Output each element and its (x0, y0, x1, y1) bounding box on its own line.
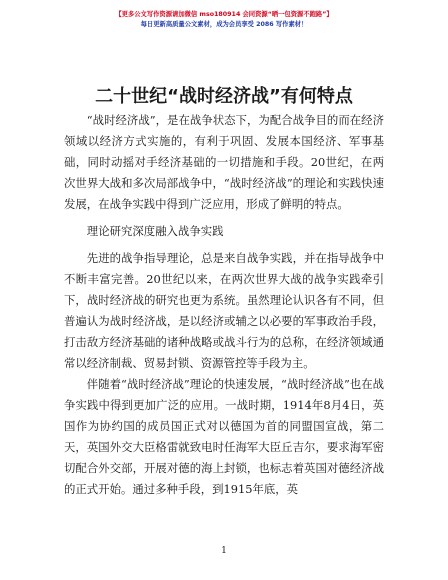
page-number: 1 (221, 546, 227, 556)
paragraph-practice: 伴随着“战时经济战”理论的快速发展，“战时经济战”也在战争实践中得到更加广泛的应用。一战时期，1914年8月4日，英国作为协约国的成员国正式对以德国为首的同盟国宣战，第二天，英国外交大臣格雷就致电时任海军大臣丘吉尔，要求海军密切配合外交部，开展对德的海上封锁，也标志着英国对德经济战的正式开始。通过多种手段，到1915年底，英 (64, 377, 384, 496)
section-heading: 理论研究深度融入战争实践 (86, 224, 224, 238)
header-banner (0, 10, 448, 30)
document-title: 二十世纪“战时经济战”有何特点 (95, 86, 353, 107)
paragraph-theory: 先进的战争指导理论，总是来自战争实践，并在指导战争中不断丰富完善。20世纪以来，在两次世界大战的战争实践牵引下，战时经济战的研究也更为系统。虽然理论认识各有不同，但普遍认为战时经济战，是以经济或辅之以必要的军事政治手段，打击敌方经济基础的诸种战略或战斗行为的总称，在经济领域通常以经济制裁、贸易封锁、资源管控等手段为主。 (64, 251, 384, 370)
banner-line-update: 每日更新高质量公文素材，成为会员享受 2086 写作素材！ (140, 21, 308, 28)
document-body (64, 110, 384, 500)
paragraph-intro: “战时经济战”，是在战争状态下，为配合战争目的而在经济领域以经济方式实施的，有利于巩固、发展本国经济、军事基础，同时动摇对手经济基础的一切措施和手段。20世纪，在两次世界大战和多次局部战争中，“战时经济战”的理论和实践快速发展，在战争实践中得到广泛应用，形成了鲜明的特点。 (64, 113, 384, 211)
banner-line-promo: 【更多公文写作资源请加微信 mso180914 会同资源“晒一包资源不跑路”】 (115, 11, 333, 18)
